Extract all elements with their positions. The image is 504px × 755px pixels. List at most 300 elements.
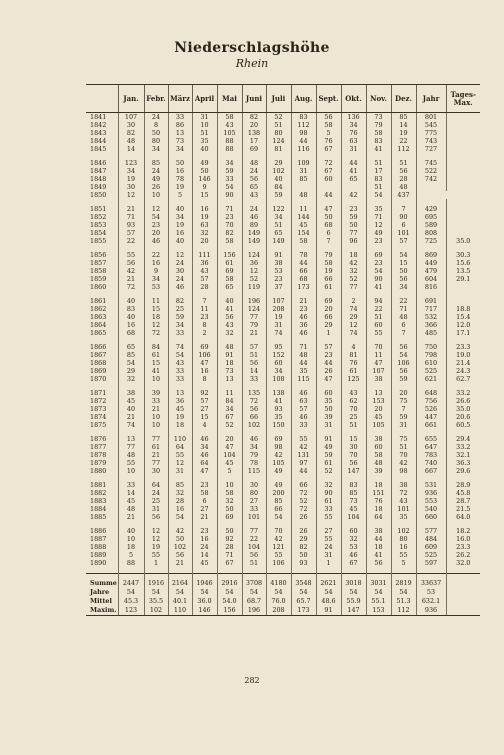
table-row [86,275,480,283]
table-cell: 3548 [291,574,316,589]
table-cell: 46 [168,283,192,291]
table-cell: 51 [366,313,391,321]
table-cell: 93 [266,405,291,413]
table-cell: 50 [144,129,168,137]
table-cell: 89 [242,221,266,229]
table-cell: 69 [242,145,266,153]
table-cell: 55 [118,251,144,259]
table-cell: 92 [217,535,242,543]
table-cell: 45 [118,497,144,505]
table-cell: 13 [168,129,192,137]
row-label: 1851 [90,205,107,213]
table-cell: 125 [341,375,366,383]
table-cell: 116 [291,145,316,153]
table-cell: 31 [316,421,341,429]
table-cell: 85 [266,497,291,505]
table-cell: 1 [144,559,168,567]
row-label: 1848 [90,175,107,183]
table-cell: 70 [366,343,391,351]
table-cell: 32.0 [446,559,480,567]
table-row [86,606,480,616]
table-cell: 75 [391,397,416,405]
table-cell: 82 [217,229,242,237]
table-cell: 16 [192,367,217,375]
table-cell: 122 [266,205,291,213]
table-cell: 41 [217,305,242,313]
table-cell: 44 [366,535,391,543]
table-cell: 661 [416,421,446,429]
table-cell: 51 [266,121,291,129]
table-cell: 65 [217,283,242,291]
table-cell: 24.3 [446,367,480,375]
table-cell: 123 [118,606,144,616]
table-cell: 56 [168,551,192,559]
table-cell: 67 [217,559,242,567]
table-cell: 16 [192,535,217,543]
table-cell: 83 [366,175,391,183]
table-cell: 7 [316,237,341,245]
table-cell [291,183,316,191]
row-label: 1876 [90,435,107,443]
table-row [86,467,480,475]
table-cell: 40 [192,145,217,153]
table-cell: 46 [341,551,366,559]
table-cell: 13 [118,435,144,443]
table-cell: 35.0 [446,405,480,413]
table-cell: 93 [291,559,316,567]
table-cell: 25 [341,413,366,421]
table-cell: 57 [391,237,416,245]
table-cell: 4 [192,421,217,429]
table-cell: 138 [266,389,291,397]
table-cell: 22 [144,251,168,259]
table-cell: 82 [118,129,144,137]
table-cell: 58 [316,121,341,129]
table-cell: 15 [144,305,168,313]
table-cell: 55 [168,451,192,459]
table-cell: 72 [316,159,341,167]
table-cell: 135 [242,389,266,397]
table-cell: 64.0 [446,513,480,521]
table-cell: 40 [118,527,144,535]
table-cell: 47 [192,359,217,367]
table-cell: 21 [192,513,217,521]
table-cell: 11 [217,389,242,397]
table-cell: 32 [316,481,341,489]
table-cell: 15 [391,259,416,267]
table-cell: 17 [366,167,391,175]
table-cell: 46 [242,435,266,443]
table-cell: 61 [144,351,168,359]
table-cell: 64 [168,443,192,451]
row-label: 1883 [90,497,107,505]
table-cell: 66 [266,505,291,513]
table-row [86,405,480,413]
table-row [86,389,480,397]
table-cell: 43 [217,321,242,329]
table-cell: 59 [391,413,416,421]
table-cell: 32 [341,267,366,275]
column-header: März [168,85,192,113]
table-cell: 28.7 [446,497,480,505]
table-cell: 53 [341,543,366,551]
table-cell: 71 [217,205,242,213]
table-cell: 647 [416,443,446,451]
table-cell: 21 [118,413,144,421]
row-label: 1885 [90,513,107,521]
table-cell: 40 [168,237,192,245]
table-cell: 70 [391,451,416,459]
table-cell: 104 [242,543,266,551]
table-cell: 55.1 [366,597,391,606]
table-cell: 124 [242,305,266,313]
row-label: 1847 [90,167,107,175]
table-cell: 46 [291,329,316,337]
table-cell: 12.0 [446,321,480,329]
table-cell: 46 [291,313,316,321]
table-cell: 20 [391,389,416,397]
table-cell: 808 [416,229,446,237]
table-cell: 97 [291,459,316,467]
table-cell: 2 [192,329,217,337]
page-title: Niederschlagshöhe [174,40,330,56]
table-cell: 50 [192,167,217,175]
row-label: 1845 [90,145,107,153]
table-cell: 32 [168,489,192,497]
table-cell: 632.1 [416,597,446,606]
table-row [86,167,480,175]
table-cell: 77 [144,459,168,467]
table-cell: 21 [291,297,316,305]
table-cell: 16 [144,259,168,267]
table-cell: 82 [242,113,266,122]
table-cell: 77 [144,435,168,443]
table-cell: 12 [341,321,366,329]
table-cell: 121 [266,543,291,551]
table-cell: 72 [144,329,168,337]
table-cell: 45 [341,505,366,513]
row-label: 1886 [90,527,107,535]
table-cell: 54 [168,588,192,597]
table-cell: 74 [341,305,366,313]
table-cell: 60 [316,389,341,397]
table-cell: 68 [291,275,316,283]
table-cell: 54 [144,588,168,597]
row-label: 1863 [90,313,107,321]
table-cell [446,113,480,122]
table-cell: 136 [341,113,366,122]
table-cell: 76 [366,497,391,505]
table-cell: 61 [217,259,242,267]
table-cell: 31 [192,113,217,122]
table-cell: 54 [266,513,291,521]
table-row [86,343,480,351]
table-cell [446,159,480,167]
table-cell: 35 [366,205,391,213]
table-cell: 101 [242,513,266,521]
table-row [86,489,480,497]
table-cell: 4180 [266,574,291,589]
table-cell: 19 [168,221,192,229]
table-cell: 150 [266,421,291,429]
table-cell: 485 [416,329,446,337]
table-cell [446,129,480,137]
table-cell: 35.0 [446,237,480,245]
table-cell: 6 [391,321,416,329]
table-cell: 57 [242,343,266,351]
table-cell: 52 [316,467,341,475]
table-cell: 12 [242,267,266,275]
table-cell: 5 [316,129,341,137]
table-cell: 33 [242,375,266,383]
table-cell: 36 [242,259,266,267]
table-cell: 54 [341,588,366,597]
table-cell: 61 [144,443,168,451]
table-row [86,229,480,237]
table-cell: 33.2 [446,389,480,397]
table-row [86,129,480,137]
table-cell: 79 [242,321,266,329]
table-cell: 42 [266,451,291,459]
table-cell: 35 [192,137,217,145]
table-cell: 577 [416,527,446,535]
table-cell: 20 [316,305,341,313]
table-cell: 18 [366,481,391,489]
table-cell: 14 [118,489,144,497]
table-cell: 366 [416,321,446,329]
table-cell: 102 [144,606,168,616]
table-cell: 22 [242,535,266,543]
table-cell: 109 [291,159,316,167]
table-cell: 72 [118,283,144,291]
table-row [86,221,480,229]
table-cell: 67 [316,167,341,175]
table-cell: 69 [192,343,217,351]
table-cell: 10 [118,467,144,475]
table-cell: 152 [266,351,291,359]
table-cell: 621 [416,375,446,383]
table-cell: 48 [366,459,391,467]
table-cell: 77 [341,283,366,291]
table-cell: 91 [266,251,291,259]
table-cell: 74 [168,343,192,351]
table-cell: 484 [416,535,446,543]
table-cell: 67 [316,145,341,153]
table-cell: 81 [341,351,366,359]
table-cell: 19 [168,413,192,421]
table-cell: 77 [341,229,366,237]
table-cell: 47 [217,443,242,451]
table-cell: 56 [366,559,391,567]
table-cell: 55 [316,513,341,521]
table-cell: 7 [391,329,416,337]
table-cell: 149 [242,237,266,245]
table-cell: 655 [416,435,446,443]
table-cell: 24 [168,259,192,267]
table-cell: 553 [416,497,446,505]
table-cell: 28 [391,175,416,183]
table-cell: 34 [144,145,168,153]
table-row [86,359,480,367]
table-cell: 46 [291,389,316,397]
table-cell: 37 [266,283,291,291]
table-cell: 85 [118,351,144,359]
table-cell: 695 [416,213,446,221]
table-cell: 149 [242,229,266,237]
table-cell: 112 [391,606,416,616]
table-cell: 1916 [144,574,168,589]
table-cell: 70 [217,221,242,229]
table-cell: 65 [242,183,266,191]
table-cell: 55 [391,551,416,559]
table-cell: 21 [242,329,266,337]
table-cell: 750 [416,343,446,351]
table-cell: 50 [217,505,242,513]
table-cell: 60 [316,175,341,183]
table-cell: 54 [168,513,192,521]
table-cell: 76 [316,137,341,145]
table-row [86,505,480,513]
table-cell: 19 [316,267,341,275]
table-row [86,481,480,489]
table-cell: 16 [192,205,217,213]
table-cell: 33 [168,375,192,383]
table-cell: 30 [168,267,192,275]
table-cell: 46 [192,435,217,443]
table-cell: 61 [341,367,366,375]
table-cell: 45.3 [118,597,144,606]
row-label: 1884 [90,505,107,513]
table-cell: 50 [316,405,341,413]
table-cell: 45 [217,459,242,467]
table-cell: 526 [416,405,446,413]
table-cell: 82 [168,297,192,305]
table-cell: 173 [291,606,316,616]
table-cell: 38 [118,389,144,397]
table-cell: 2447 [118,574,144,589]
table-cell: 43 [168,359,192,367]
table-cell: 88 [118,559,144,567]
table-cell: 23 [192,481,217,489]
table-row [86,313,480,321]
table-cell: 40 [118,313,144,321]
table-cell: 124 [266,137,291,145]
table-cell: 124 [242,251,266,259]
table-cell: 64 [144,481,168,489]
table-cell: 53 [144,283,168,291]
row-label: 1879 [90,459,107,467]
table-cell: 22 [391,297,416,305]
row-label: 1852 [90,213,107,221]
table-cell: 429 [416,205,446,213]
table-cell: 801 [416,113,446,122]
table-cell: 20 [144,229,168,237]
table-cell: 34 [168,213,192,221]
table-cell: 61 [316,459,341,467]
table-cell: 111 [192,251,217,259]
table-cell: 84 [144,343,168,351]
table-cell: 55 [118,459,144,467]
table-cell: 12 [144,535,168,543]
table-cell: 38 [366,435,391,443]
column-header: Jan. [118,85,144,113]
table-cell: 77 [118,443,144,451]
table-cell: 101 [391,505,416,513]
table-cell: 77 [242,527,266,535]
table-cell: 40.1 [168,597,192,606]
table-cell: 29 [118,367,144,375]
column-header: Dez. [391,85,416,113]
table-cell: 21.5 [446,505,480,513]
table-cell: 115 [242,467,266,475]
table-cell: 28 [192,283,217,291]
table-cell: 56 [217,313,242,321]
table-row [86,574,480,589]
table-row [86,397,480,405]
table-cell: 80 [266,129,291,137]
table-cell: 19 [192,213,217,221]
table-cell: 42 [341,259,366,267]
table-cell: 57 [192,397,217,405]
table-cell: 35 [391,513,416,521]
table-cell: 31 [144,505,168,513]
table-cell: 59 [217,167,242,175]
table-cell: 31 [341,145,366,153]
table-cell: 35 [316,397,341,405]
table-cell: 16 [118,321,144,329]
table-cell: 84 [217,397,242,405]
row-label: 1859 [90,275,107,283]
table-cell: 756 [416,397,446,405]
table-cell: 16 [391,543,416,551]
row-label: 1855 [90,237,107,245]
table-cell: 95 [266,343,291,351]
table-cell: 56 [391,167,416,175]
table-cell: 20 [242,121,266,129]
table-cell: 51 [341,421,366,429]
table-cell: 54 [144,213,168,221]
table-cell: 55 [316,535,341,543]
table-cell: 55.9 [341,597,366,606]
table-cell: 15.4 [446,313,480,321]
table-cell: 71 [217,551,242,559]
table-cell: 147 [341,467,366,475]
table-cell: 16 [168,167,192,175]
table-cell: 604 [416,275,446,283]
table-cell: 32.1 [446,451,480,459]
table-cell: 525 [416,551,446,559]
table-cell: 54 [391,588,416,597]
table-cell: 24 [144,113,168,122]
table-cell: 52 [266,113,291,122]
table-cell: 33637 [416,574,446,589]
table-cell: 26.2 [446,551,480,559]
table-cell: 54.0 [217,597,242,606]
table-cell: 59 [168,313,192,321]
table-cell: 531 [416,481,446,489]
table-cell: 67 [217,413,242,421]
table-cell: 33 [316,505,341,513]
table-cell: 43 [391,497,416,505]
table-cell: 21 [118,205,144,213]
table-cell: 30 [118,121,144,129]
table-cell: 29 [341,313,366,321]
table-cell: 58 [366,129,391,137]
table-cell: 44 [291,259,316,267]
table-cell: 740 [416,459,446,467]
table-row [86,113,480,122]
column-header: Mai [217,85,242,113]
